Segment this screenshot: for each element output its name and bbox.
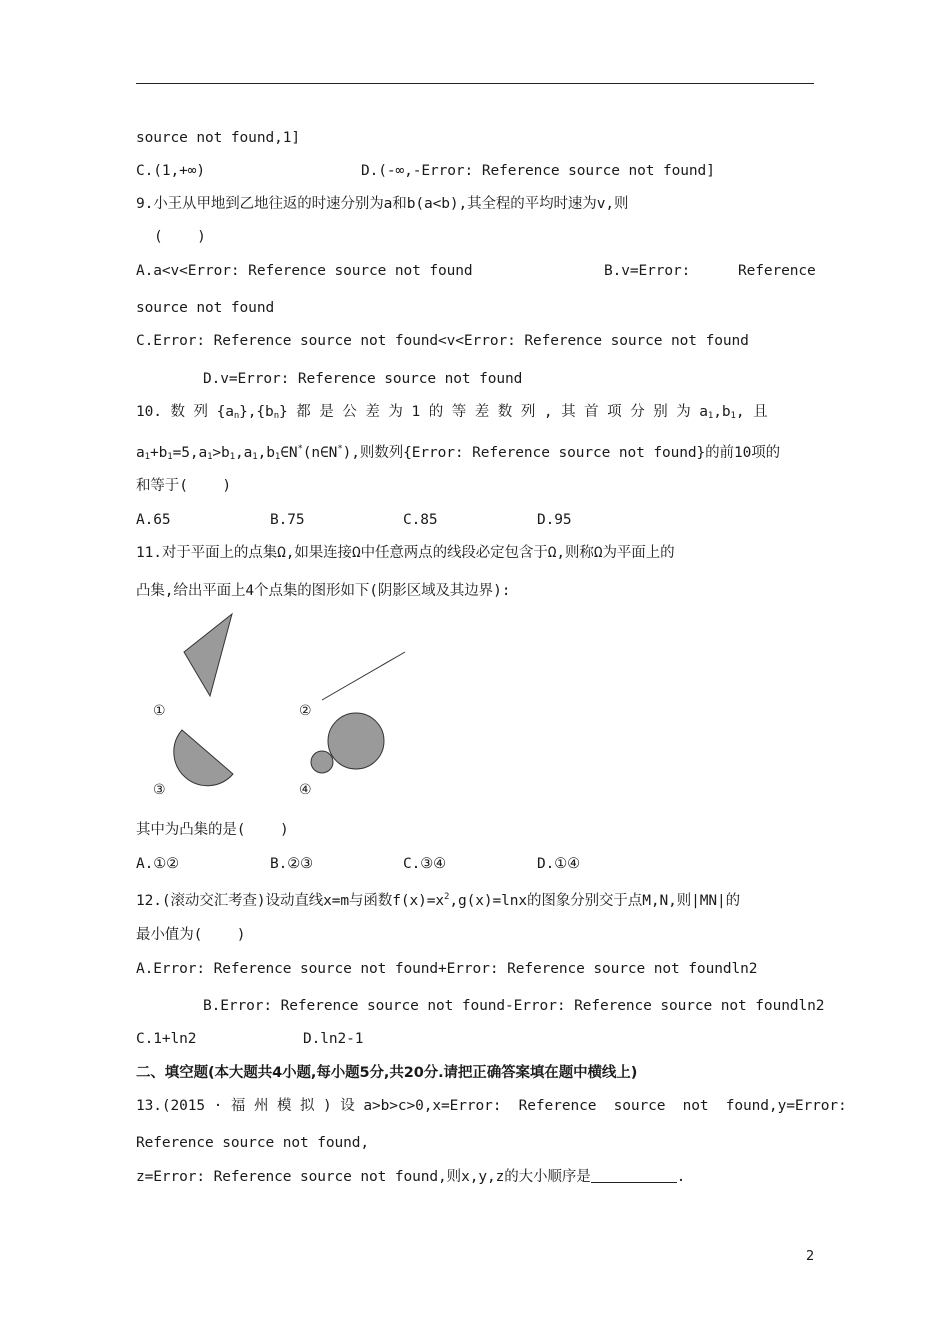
q13-line1: 13.(2015 · 福 州 模 拟 ) 设 a>b>c>0,x=Error: Reference source not found,y=Error:	[136, 1098, 847, 1114]
q11-line3: 其中为凸集的是( )	[136, 822, 289, 838]
answer-blank[interactable]	[591, 1168, 677, 1183]
header-rule	[136, 83, 814, 84]
q9-paren: ( )	[154, 229, 206, 245]
label-2: ②	[299, 703, 312, 719]
q9-stem: 9.小王从甲地到乙地往返的时速分别为a和b(a<b),其全程的平均时速为v,则	[136, 196, 629, 212]
q10-option-c: C.85	[403, 512, 438, 528]
q12-line1: 12.(滚动交汇考查)设动直线x=m与函数$f(x)=x^2,g(x)=\ln x$的图象分别交于点M,N,则|MN|的	[136, 892, 741, 909]
q10-line1: 10. 数 列 $\{a_n\},\{b_n\}$ 都 是 公 差 为 1 的 等 差 数 列 , 其 首 项 分 别 为 $a_1,b_1$, 且	[136, 404, 768, 421]
q10-option-d: D.95	[537, 512, 572, 528]
q10-line3: 和等于( )	[136, 478, 231, 494]
q12-option-d: D.ln2-1	[303, 1031, 364, 1047]
q9-option-b-part1: B.v=Error:	[604, 263, 691, 279]
q10-line2: $a_1+b_1=5,a_1>b_1,a_1,b_1\in N^*(n\in N^*)$,则数列{Error: Reference source not found}的前10项的	[136, 444, 781, 462]
label-4: ④	[299, 782, 312, 798]
shape-3-half-disc	[174, 730, 233, 786]
q11-option-a: A.①②	[136, 856, 180, 872]
q13-line3: z=Error: Reference source not found,则x,y,z的大小顺序是 .	[136, 1169, 686, 1185]
q8-option-c: C.(1,+∞)	[136, 163, 206, 179]
q11-line2: 凸集,给出平面上4个点集的图形如下(阴影区域及其边界):	[136, 583, 511, 599]
line-continuation: source not found,1]	[136, 130, 300, 146]
q9-option-d: D.v=Error: Reference source not found	[203, 371, 523, 387]
q12-option-a: A.Error: Reference source not found+Error: Reference source not foundln2	[136, 961, 758, 977]
q10-option-a: A.65	[136, 512, 171, 528]
q10-option-b: B.75	[270, 512, 305, 528]
q11-option-d: D.①④	[537, 856, 581, 872]
q12-option-b: B.Error: Reference source not found-Error: Reference source not foundln2	[203, 998, 825, 1014]
q12-option-c: C.1+ln2	[136, 1031, 197, 1047]
shape-4-big-circle	[328, 713, 384, 769]
q12-line2: 最小值为( )	[136, 927, 246, 943]
q8-option-d: D.(-∞,-Error: Reference source not found]	[361, 163, 715, 179]
section-2-heading: 二、填空题(本大题共4小题,每小题5分,共20分.请把正确答案填在题中横线上)	[136, 1065, 638, 1081]
shape-1-triangle	[184, 614, 232, 696]
label-3: ③	[153, 782, 166, 798]
q9-option-b-part2: Reference	[738, 263, 816, 279]
q9-option-c: C.Error: Reference source not found<v<Error: Reference source not found	[136, 333, 749, 349]
q9-option-a: A.a<v<Error: Reference source not found	[136, 263, 473, 279]
q11-option-b: B.②③	[270, 856, 314, 872]
q11-line1: 11.对于平面上的点集Ω,如果连接Ω中任意两点的线段必定包含于Ω,则称Ω为平面上的	[136, 545, 675, 561]
convex-set-figure	[150, 612, 410, 802]
page-number: 2	[806, 1249, 815, 1264]
label-1: ①	[153, 703, 166, 719]
shape-2-segment	[322, 652, 405, 700]
q9-option-b-part3: source not found	[136, 300, 275, 316]
q13-line2: Reference source not found,	[136, 1135, 370, 1151]
q11-option-c: C.③④	[403, 856, 447, 872]
shape-4-small-circle	[311, 751, 333, 773]
